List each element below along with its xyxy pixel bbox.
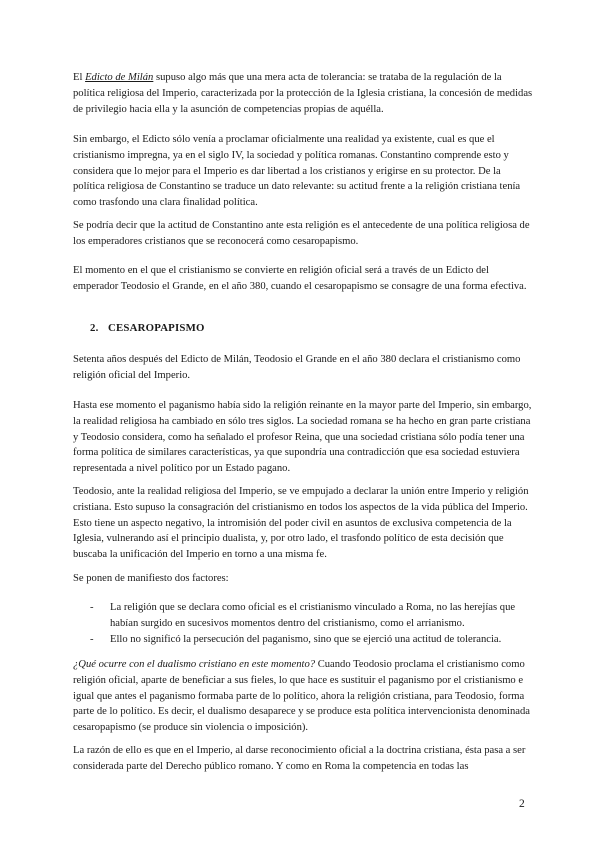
- section-number: 2.: [90, 322, 99, 334]
- paragraph-religion-oficial: El momento en el que el cristianismo se convierte en religión oficial será a través de un Edicto del emperador Teodosio el Grande, en el año 380, cuando el cesaropapismo se consagre de una forma efectiva.: [73, 265, 527, 292]
- paragraph-edicto-milan: El Edicto de Milán supuso algo más que una mera acta de tolerancia: se trataba de la regulación de la política religiosa del Imperio, caracterizada por la protección de la Iglesia cristiana, la concesión de medidas de privilegio hacia ella y la asunción de competencias propias de aquélla.: [73, 72, 533, 115]
- factors-list: [90, 600, 530, 647]
- dualismo-question: ¿Qué ocurre con el dualismo cristiano en este momento?: [73, 659, 316, 670]
- list-item: - Ello no significó la persecución del paganismo, sino que se ejerció una actitud de tolerancia.: [90, 633, 502, 645]
- list-item: - La religión que se declara como oficial es el cristianismo vinculado a Roma, no las herejías que habían surgido en sucesivos momentos dentro del cristianismo, como el arrianismo.: [90, 602, 516, 629]
- paragraph-razon: La razón de ello es que en el Imperio, al darse reconocimiento oficial a la doctrina cristiana, ésta pasa a ser considerada parte del Derecho público romano. Y como en Roma la competencia en todas las: [73, 745, 526, 772]
- page-number: 2: [519, 798, 525, 810]
- paragraph-setenta-anos: Setenta años después del Edicto de Milán, Teodosio el Grande en el año 380 declara el cristianismo como religión oficial del Imperio.: [73, 354, 521, 381]
- section-title: CESAROPAPISMO: [108, 322, 205, 334]
- paragraph-antecedente-cesaropapismo: Se podría decir que la actitud de Constantino ante esta religión es el antecedente de una política religiosa de los emperadores cristianos que se reconocerá como cesaropapismo.: [73, 220, 530, 247]
- paragraph-teodosio-union: Teodosio, ante la realidad religiosa del Imperio, se ve empujado a declarar la unión entre Imperio y religión cristiana. Esto supuso la consagración del cristianismo en todos los aspectos de la vida pública del Imperio. Esto tiene un aspecto negativo, la intromisión del poder civil en asuntos de exclusiva competencia de la Iglesia, vulnerando así el principio dualista, y, por otro lado, el trasfondo político de esta decisión que buscaba la unificación del Imperio en torno a una misma fe.: [73, 486, 529, 561]
- paragraph-factores: Se ponen de manifiesto dos factores:: [73, 573, 229, 584]
- edicto-de-milan-link[interactable]: Edicto de Milán: [85, 72, 154, 83]
- paragraph-edicto-realidad: Sin embargo, el Edicto sólo venía a proclamar oficialmente una realidad ya existente, cual es que el cristianismo impregna, ya en el siglo IV, la sociedad y política romanas. Constantino comprende esto y considera que lo mejor para el Imperio es dar libertad a los cristianos y erigirse en su protector. De la política religiosa de Constantino se traduce un dato relevante: su actitud frente a la religión cristiana tenía como trasfondo una clara finalidad política.: [73, 134, 521, 209]
- paragraph-paganismo: Hasta ese momento el paganismo había sido la religión reinante en la mayor parte del Imperio, sin embargo, la realidad religiosa ha cambiado en sólo tres siglos. La sociedad romana se ha hecho en gran parte cristiana y Teodosio considera, como ha señalado el profesor Reina, que una sociedad cristiana sólo podía tener una forma política de similares características, ya que supondría una contradicción que esa sociedad estuviera representada a nivel político por un Estado pagano.: [73, 400, 532, 475]
- paragraph-dualismo: ¿Qué ocurre con el dualismo cristiano en este momento? Cuando Teodosio proclama el cristianismo como religión oficial, aparte de beneficiar a sus fieles, lo que hace es sustituir el paganismo por el cristianismo e igual que antes el paganismo formaba parte de lo político, ahora la religión cristiana, para Teodosio, forma parte de lo político. Es decir, el dualismo desaparece y se produce esta política intervencionista denominada cesaropapismo (se produce sin violencia o imposición).: [73, 659, 531, 734]
- section-heading: [90, 321, 205, 337]
